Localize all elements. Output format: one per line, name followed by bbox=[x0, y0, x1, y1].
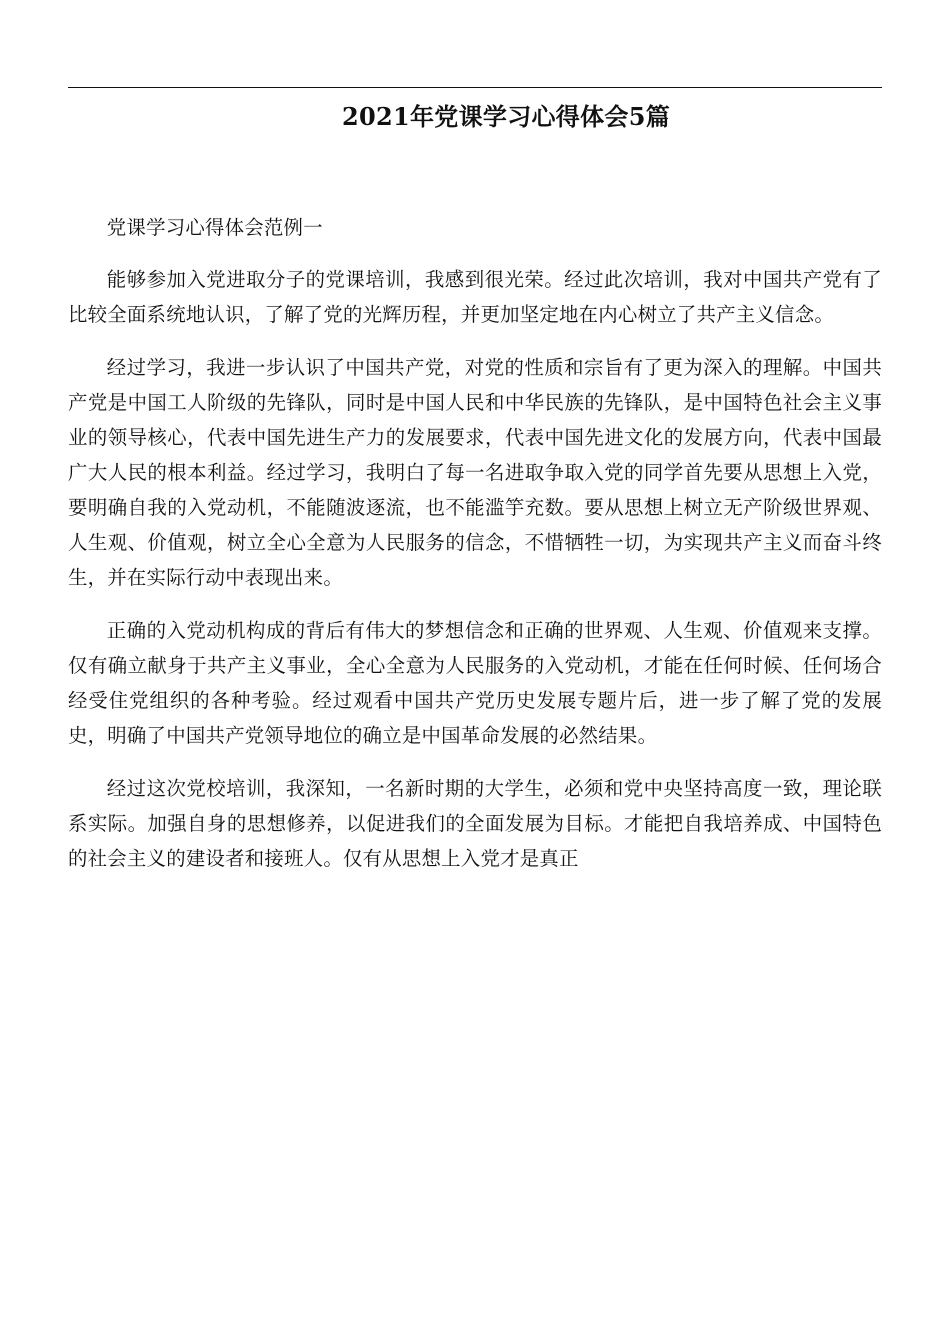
document-body bbox=[68, 210, 882, 876]
body-paragraph: 正确的入党动机构成的背后有伟大的梦想信念和正确的世界观、人生观、价值观来支撑。仅有确立献身于共产主义事业，全心全意为人民服务的入党动机，才能在任何时候、任何场合经受住党组织的各种考验。经过观看中国共产党历史发展专题片后，进一步了解了党的发展史，明确了中国共产党领导地位的确立是中国革命发展的必然结果。 bbox=[68, 619, 882, 747]
header-rule bbox=[68, 87, 882, 88]
section-heading: 党课学习心得体会范例一 bbox=[106, 216, 323, 239]
body-paragraph: 能够参加入党进取分子的党课培训，我感到很光荣。经过此次培训，我对中国共产党有了比较全面系统地认识，了解了党的光辉历程，并更加坚定地在内心树立了共产主义信念。 bbox=[68, 268, 882, 326]
body-paragraph: 经过学习，我进一步认识了中国共产党，对党的性质和宗旨有了更为深入的理解。中国共产党是中国工人阶级的先锋队，同时是中国人民和中华民族的先锋队，是中国特色社会主义事业的领导核心，代表中国先进生产力的发展要求，代表中国先进文化的发展方向，代表中国最广大人民的根本利益。经过学习，我明白了每一名进取争取入党的同学首先要从思想上入党，要明确自我的入党动机，不能随波逐流，也不能滥竽充数。要从思想上树立无产阶级世界观、人生观、价值观，树立全心全意为人民服务的信念，不惜牺牲一切，为实现共产主义而奋斗终生，并在实际行动中表现出来。 bbox=[68, 356, 882, 589]
body-paragraph: 经过这次党校培训，我深知，一名新时期的大学生，必须和党中央坚持高度一致，理论联系实际。加强自身的思想修养，以促进我们的全面发展为目标。才能把自我培养成、中国特色的社会主义的建设者和接班人。仅有从思想上入党才是真正 bbox=[68, 777, 882, 870]
document-title: 2021年党课学习心得体会5篇 bbox=[342, 102, 670, 131]
